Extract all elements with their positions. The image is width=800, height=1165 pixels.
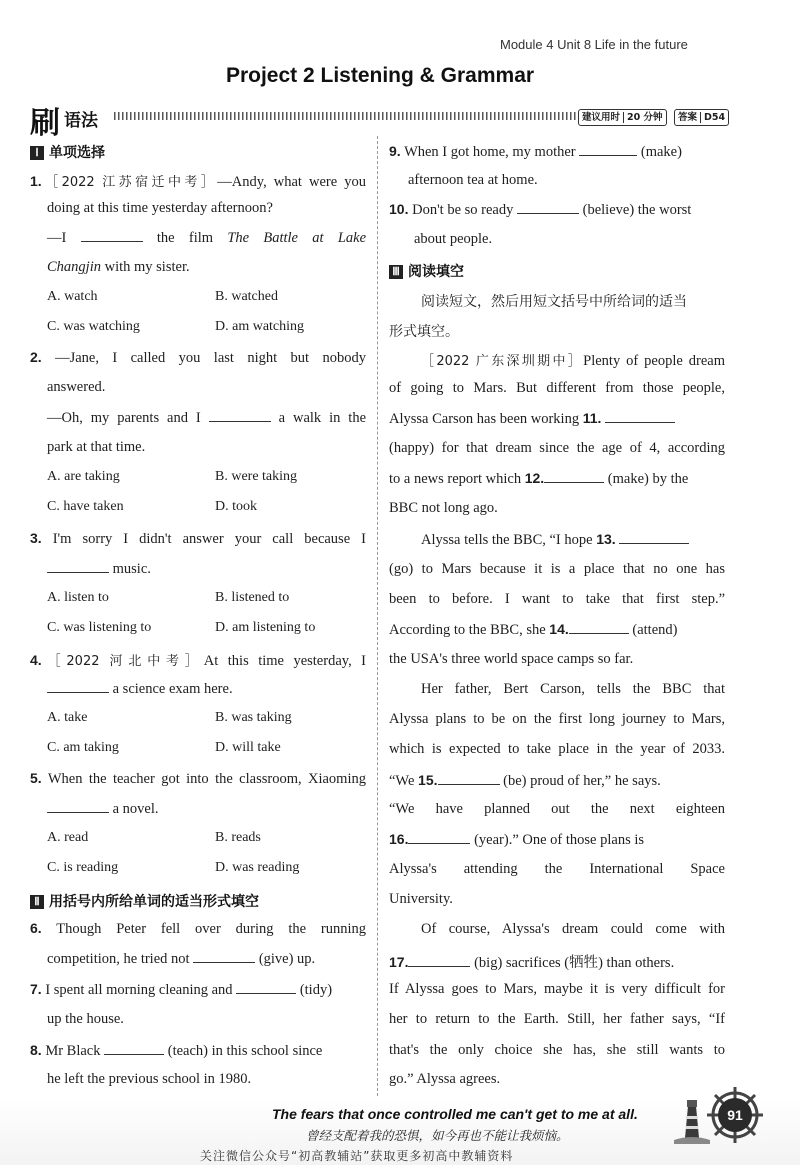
footer-quote-zh: 曾经支配着我的恐惧，如今再也不能让我烦恼。 <box>306 1128 569 1143</box>
q4-stem-b: a science exam here. <box>112 681 233 697</box>
q2-number: 2. <box>30 349 42 365</box>
q2-option-d[interactable]: D. took <box>215 499 257 514</box>
blank-14-number: 14. <box>549 621 569 637</box>
suggested-time-badge <box>578 109 667 126</box>
section3-instruction-b: 形式填空。 <box>389 324 459 340</box>
q2-option-b[interactable]: B. were taking <box>215 469 298 484</box>
p1-l5a: to a news report which <box>389 471 522 487</box>
q10-text-a1: Don't be so ready <box>412 202 514 218</box>
q5-line2 <box>47 800 159 818</box>
q8-text-a1: Mr Black <box>45 1043 101 1059</box>
q4-answer-blank[interactable] <box>47 680 109 693</box>
p3-l2: Alyssa plans to be on the first long journey to Mars, <box>389 711 725 727</box>
suggested-time-label: 建议用时 <box>582 112 621 123</box>
q4-option-d[interactable]: D. will take <box>215 740 281 755</box>
p3-l1: Her father, Bert Carson, tells the BBC that <box>421 681 725 697</box>
q4-option-c[interactable]: C. am taking <box>47 740 119 755</box>
q9-line1 <box>389 143 682 161</box>
q3-option-a[interactable]: A. listen to <box>47 590 109 605</box>
q8-text-a2: (teach) in this school since <box>167 1043 323 1059</box>
q1-option-d[interactable]: D. am watching <box>215 319 305 334</box>
footer-promo: 关注微信公众号“初高教辅站”获取更多初高中教辅资料 <box>200 1149 514 1163</box>
p2-l4a: According to the BBC, she <box>389 622 546 638</box>
blank-12[interactable] <box>544 470 604 483</box>
q2-option-c[interactable]: C. have taken <box>47 499 124 514</box>
q6-text-b1: competition, he tried not <box>47 951 190 967</box>
q5-option-b[interactable]: B. reads <box>215 830 261 845</box>
q9-text-a2: (make) <box>640 144 682 160</box>
q4-number: 4. <box>30 652 42 668</box>
q1-line4 <box>47 259 190 276</box>
page-number: 91 <box>718 1098 752 1132</box>
p1-l5b: (make) by the <box>607 471 689 487</box>
p2-l4b: (attend) <box>632 622 678 638</box>
blank-15[interactable] <box>438 772 500 785</box>
p4-l5: that's the only choice she has, she still wants to <box>389 1042 725 1058</box>
q9-number: 9. <box>389 143 401 159</box>
p4-l6: go.” Alyssa agrees. <box>389 1071 501 1087</box>
q10-number: 10. <box>389 201 409 217</box>
q1-number: 1. <box>30 173 42 189</box>
q1-stem-b: doing at this time yesterday afternoon? <box>47 200 273 216</box>
p4-l4: her to return to the Earth. Still, her father says, “If <box>389 1011 725 1027</box>
section3-instruction-a: 阅读短文，然后用短文括号中所给词的适当 <box>421 294 687 310</box>
q7-line1 <box>30 981 332 999</box>
p3-l7: Alyssa's attending the International Space <box>389 861 725 877</box>
q3-option-d[interactable]: D. am listening to <box>215 620 316 635</box>
q7-text-a1: I spent all morning cleaning and <box>45 982 233 998</box>
p2-line4 <box>389 621 677 639</box>
q5-stem-a: When the teacher got into the classroom, Xiaoming <box>47 771 366 787</box>
section-heading-grammar: 语法 <box>64 111 98 131</box>
q2-stem-a: —Jane, I called you last night but nobody <box>55 350 366 366</box>
p2-l5: the USA's three world space camps so far. <box>389 651 634 667</box>
q1-stem-a: —Andy, what were you <box>217 174 367 190</box>
q5-option-c[interactable]: C. is reading <box>47 860 119 875</box>
p1-l4: (happy) for that dream since the age of 4, according <box>389 440 725 456</box>
p3-l6b: (year).” One of those plans is <box>474 832 645 848</box>
q2-stem-d: park at that time. <box>47 439 146 455</box>
footer-quote-en: The fears that once controlled me can't get to me at all. <box>272 1106 638 1122</box>
q1-answer-blank[interactable] <box>81 229 143 242</box>
q3-option-c[interactable]: C. was listening to <box>47 620 152 635</box>
q10-text-b: about people. <box>414 231 493 247</box>
blank-16-number: 16. <box>389 831 409 847</box>
module-unit-line: Module 4 Unit 8 Life in the future <box>500 37 688 52</box>
p3-line6 <box>389 831 644 849</box>
q2-stem-b: answered. <box>47 379 106 395</box>
q4-line1 <box>30 650 366 670</box>
q1-stem-c2: the film <box>156 230 214 246</box>
dotted-divider <box>114 112 576 120</box>
q9-text-a1: When I got home, my mother <box>404 144 576 160</box>
p3-l4a: “We <box>389 773 415 789</box>
section2-heading <box>30 891 259 911</box>
blank-11[interactable] <box>605 410 675 423</box>
q6-number: 6. <box>30 920 42 936</box>
p4-l2b: (big) sacrifices (牺牲) than others. <box>474 955 675 971</box>
blank-13[interactable] <box>619 531 689 544</box>
column-divider <box>377 136 378 1096</box>
q7-answer-blank[interactable] <box>236 981 296 994</box>
p1-source: ［2022 广东深圳期中］ <box>421 354 584 369</box>
p2-l2: (go) to Mars because it is a place that no one has <box>389 561 725 577</box>
q5-line1 <box>30 770 366 788</box>
p1-l3: Alyssa Carson has been working <box>389 411 580 427</box>
blank-12-number: 12. <box>524 470 545 486</box>
blank-17[interactable] <box>408 954 470 967</box>
p3-l5: “We have planned out the next eighteen <box>389 801 725 817</box>
q7-text-a2: (tidy) <box>299 982 333 998</box>
q10-answer-blank[interactable] <box>517 201 579 214</box>
q2-line3 <box>47 409 366 427</box>
blank-14[interactable] <box>569 621 629 634</box>
q7-number: 7. <box>30 981 42 997</box>
section2-title: 用括号内所给单词的适当形式填空 <box>49 894 259 910</box>
q3-line2 <box>47 560 151 578</box>
q6-line1 <box>30 920 366 938</box>
section3-title: 阅读填空 <box>408 264 464 280</box>
answer-badge <box>674 109 729 126</box>
q7-text-b: up the house. <box>47 1011 124 1027</box>
blank-13-number: 13. <box>596 531 616 547</box>
page-title: Project 2 Listening & Grammar <box>225 64 535 87</box>
blank-16[interactable] <box>408 831 470 844</box>
answer-label: 答案 <box>678 112 698 123</box>
q2-line1 <box>30 349 366 367</box>
p4-l3: If Alyssa goes to Mars, maybe it is very difficult for <box>389 981 725 997</box>
q5-number: 5. <box>30 770 42 786</box>
section1-number: Ⅰ <box>30 146 44 160</box>
p4-line2 <box>389 951 674 972</box>
p2-l1: Alyssa tells the BBC, “I hope <box>421 532 593 548</box>
q1-source: ［2022 江苏宿迁中考］ <box>41 175 218 190</box>
q2-stem-c2: a walk in the <box>278 410 367 426</box>
q6-text-a: Though Peter fell over during the running <box>56 921 366 937</box>
q3-stem-b: music. <box>112 561 151 577</box>
q6-line2 <box>47 950 315 968</box>
suggested-time-value: 20 分钟 <box>623 112 663 123</box>
blank-17-number: 17. <box>389 954 409 970</box>
brush-logo-char: 刷 <box>30 106 60 141</box>
blank-15-number: 15. <box>418 772 438 788</box>
q4-source: ［2022 河北中考］ <box>41 654 204 669</box>
q1-stem-c1: —I <box>47 230 67 246</box>
p3-l8: University. <box>389 891 453 907</box>
q10-line1 <box>389 201 691 219</box>
q1-option-b[interactable]: B. watched <box>215 289 278 304</box>
p1-l2: of going to Mars. But different from those people, <box>389 380 725 396</box>
p4-l1: Of course, Alyssa's dream could come with <box>421 921 725 937</box>
p2-line1 <box>421 531 689 549</box>
p1-line1 <box>421 350 725 370</box>
p1-l1: Plenty of people dream <box>583 353 726 369</box>
p3-l4b: (be) proud of her,” he says. <box>503 773 661 789</box>
p1-l6: BBC not long ago. <box>389 500 498 516</box>
q8-number: 8. <box>30 1042 42 1058</box>
q5-option-a[interactable]: A. read <box>47 830 89 845</box>
answer-page: D54 <box>700 112 725 123</box>
section2-number: Ⅱ <box>30 895 44 909</box>
q3-line1 <box>30 530 366 548</box>
q10-text-a2: (believe) the worst <box>582 202 692 218</box>
q3-option-b[interactable]: B. listened to <box>215 590 290 605</box>
q3-stem-a: I'm sorry I didn't answer your call because I <box>52 531 366 547</box>
q1-film-title: The Battle at Lake <box>227 230 367 246</box>
q1-stem-d: with my sister. <box>104 259 190 275</box>
q1-option-c[interactable]: C. was watching <box>47 319 140 334</box>
q3-number: 3. <box>30 530 42 546</box>
q4-option-b[interactable]: B. was taking <box>215 710 292 725</box>
q6-text-b2: (give) up. <box>258 951 316 967</box>
q4-option-a[interactable]: A. take <box>47 710 88 725</box>
section3-number: Ⅲ <box>389 265 403 279</box>
q8-line1 <box>30 1042 322 1060</box>
q1-film-title-2: Changjin <box>47 259 101 275</box>
section1-heading <box>30 142 105 162</box>
q1-line1 <box>30 171 366 191</box>
p3-l3: which is expected to take place in the year of 2033. <box>389 741 725 757</box>
section1-title: 单项选择 <box>49 145 105 161</box>
q9-answer-blank[interactable] <box>579 143 637 156</box>
p1-line5 <box>389 470 688 488</box>
q4-stem-a: At this time yesterday, I <box>203 653 367 669</box>
q5-answer-blank[interactable] <box>47 800 109 813</box>
q9-text-b: afternoon tea at home. <box>408 172 538 188</box>
q6-answer-blank[interactable] <box>193 950 255 963</box>
blank-11-number: 11. <box>582 410 602 426</box>
q2-option-a[interactable]: A. are taking <box>47 469 120 484</box>
q8-text-b: he left the previous school in 1980. <box>47 1071 252 1087</box>
p3-line4 <box>389 772 661 790</box>
p2-l3: been to before. I want to take that first step.” <box>389 591 725 607</box>
q1-line3 <box>47 229 366 247</box>
q2-answer-blank[interactable] <box>209 409 271 422</box>
p1-line3 <box>389 410 675 428</box>
q8-answer-blank[interactable] <box>104 1042 164 1055</box>
q3-answer-blank[interactable] <box>47 560 109 573</box>
q1-option-a[interactable]: A. watch <box>47 289 98 304</box>
q5-option-d[interactable]: D. was reading <box>215 860 300 875</box>
q2-stem-c1: —Oh, my parents and I <box>47 410 201 426</box>
section3-heading <box>389 261 464 281</box>
q4-line2 <box>47 680 233 698</box>
q5-stem-b: a novel. <box>112 801 159 817</box>
